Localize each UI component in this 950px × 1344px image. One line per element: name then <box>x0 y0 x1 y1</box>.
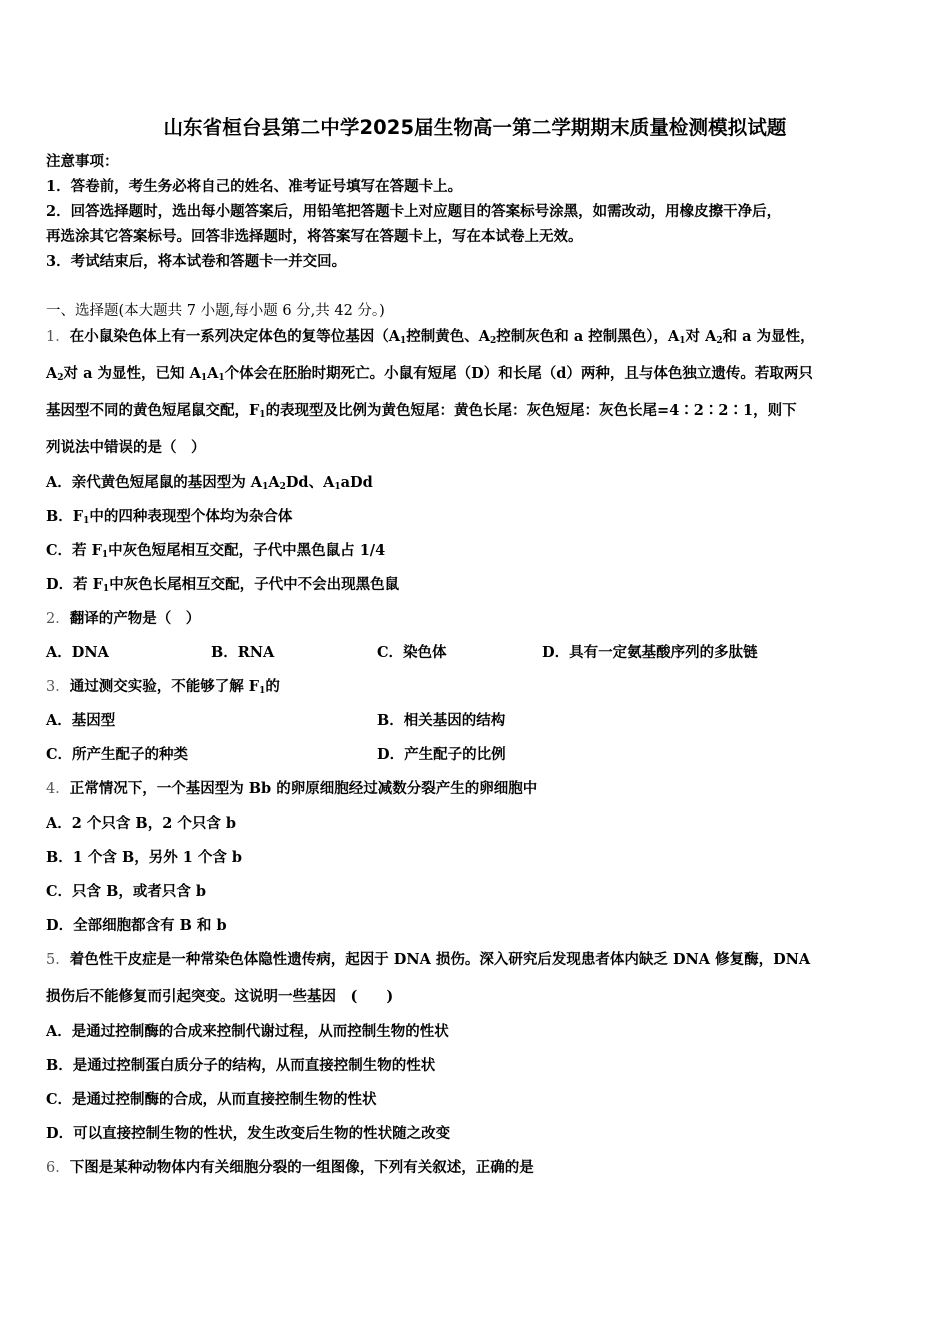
q2-option-c: C．染色体 <box>377 644 447 661</box>
subscript: 2 <box>57 373 64 383</box>
subscript: 1 <box>101 550 109 560</box>
notice-item: 再选涂其它答案标号。回答非选择题时，将答案写在答题卡上，写在本试卷上无效。 <box>46 228 583 245</box>
subscript: 1 <box>200 373 208 383</box>
rich-text: 通过测交实验，不能够了解 $F_1$的 <box>69 678 280 696</box>
q3-option-a: A．基因型 <box>46 712 116 729</box>
notice-item: 1．答卷前，考生务必将自己的姓名、准考证号填写在答题卡上。 <box>46 178 463 195</box>
q5-option-a: A．是通过控制酶的合成来控制代谢过程，从而控制生物的性状 <box>46 1023 449 1040</box>
subscript: 1 <box>399 336 407 346</box>
q5-stem-line <box>46 950 810 970</box>
question-number: 5． <box>46 952 70 968</box>
q4-stem-text: 正常情况下，一个基因型为 Bb 的卵原细胞经过减数分裂产生的卵细胞中 <box>69 780 538 797</box>
rich-text: B．$F_1$中的四种表现型个体均为杂合体 <box>46 508 293 526</box>
q4-option-a: A．2 个只含 B，2 个只含 b <box>46 815 237 832</box>
q1-option-b <box>46 507 292 527</box>
subscript: 1 <box>262 482 269 492</box>
question-number: 1． <box>46 329 70 345</box>
q1-option-a <box>46 473 373 493</box>
subscript: 2 <box>279 482 286 492</box>
rich-text: $A_2$对 a 为显性，已知 $A_1A_1$个体会在胚胎时期死亡。小鼠有短尾（D）和长尾（d）两种，且与体色独立遗传。若取两只 <box>46 365 813 383</box>
question-number: 4． <box>46 781 70 797</box>
rich-text: 基因型不同的黄色短尾鼠交配，$F_1$的表现型及比例为黄色短尾：黄色长尾：灰色短尾：灰色长尾=4∶2∶2∶1，则下 <box>46 402 797 420</box>
q4-option-c: C．只含 B，或者只含 b <box>46 883 207 900</box>
q3-option-b: B．相关基因的结构 <box>377 712 506 729</box>
q1-option-d <box>46 575 399 595</box>
rich-text: A．亲代黄色短尾鼠的基因型为 $A_1A_2Dd$、$A_1aDd$ <box>46 474 373 492</box>
q5-option-d: D．可以直接控制生物的性状，发生改变后生物的性状随之改变 <box>46 1125 451 1142</box>
section-heading: 一、选择题(本大题共 7 小题,每小题 6 分,共 42 分。) <box>46 303 385 319</box>
q4-option-b: B．1 个含 B，另外 1 个含 b <box>46 849 243 866</box>
q5-stem-line: 损伤后不能修复而引起突变。这说明一些基因 ( ) <box>46 988 394 1005</box>
q3-option-c: C．所产生配子的种类 <box>46 746 189 763</box>
notice-item: 3．考试结束后，将本试卷和答题卡一并交回。 <box>46 253 347 270</box>
subscript: 1 <box>259 686 266 696</box>
rich-text: D．若 $F_1$中灰色长尾相互交配，子代中不会出现黑色鼠 <box>46 576 400 594</box>
rich-text: 列说法中错误的是（ ） <box>46 439 206 456</box>
subscript: 1 <box>259 410 266 420</box>
q2-option-a: A．DNA <box>46 644 109 661</box>
subscript: 2 <box>716 336 723 346</box>
subscript: 2 <box>490 336 497 346</box>
q6-stem <box>46 1158 534 1178</box>
question-number: 3． <box>46 679 70 695</box>
q5-option-b: B．是通过控制蛋白质分子的结构，从而直接控制生物的性状 <box>46 1057 436 1074</box>
q1-stem-line <box>46 401 797 421</box>
q4-option-d: D．全部细胞都含有 B 和 b <box>46 917 227 934</box>
subscript: 1 <box>334 482 341 492</box>
rich-text: C．若 $F_1$中灰色短尾相互交配，子代中黑色鼠占 1/4 <box>46 542 386 560</box>
q5-option-c: C．是通过控制酶的合成，从而直接控制生物的性状 <box>46 1091 377 1108</box>
q3-option-d: D．产生配子的比例 <box>377 746 506 763</box>
q2-stem <box>46 609 200 629</box>
q2-option-b: B．RNA <box>211 644 275 661</box>
subscript: 1 <box>218 373 225 383</box>
q2-stem-text: 翻译的产物是（ ） <box>69 610 201 627</box>
q2-option-d: D．具有一定氨基酸序列的多肽链 <box>542 644 758 661</box>
q1-stem-line <box>46 327 815 347</box>
question-number: 2． <box>46 611 70 627</box>
subscript: 1 <box>83 516 90 526</box>
q5-stem-text: 着色性干皮症是一种常染色体隐性遗传病，起因于 DNA 损伤。深入研究后发现患者体内缺乏 DNA 修复酶，DNA <box>69 951 811 968</box>
notice-item: 2．回答选择题时，选出每小题答案后，用铅笔把答题卡上对应题目的答案标号涂黑，如需改动，用橡皮擦干净后， <box>46 203 782 220</box>
q4-stem <box>46 779 537 799</box>
question-number: 6． <box>46 1160 70 1176</box>
rich-text: 在小鼠染色体上有一系列决定体色的复等位基因（$A_1$控制黄色、$A_2$控制灰色和 a 控制黑色），$A_1$对 $A_2$和 a 为显性， <box>69 328 815 346</box>
q3-stem <box>46 677 280 697</box>
notice-heading: 注意事项： <box>46 153 119 170</box>
q1-option-c <box>46 541 385 561</box>
exam-title: 山东省桓台县第二中学2025届生物高一第二学期期末质量检测模拟试题 <box>163 116 787 139</box>
subscript: 1 <box>102 584 110 594</box>
subscript: 1 <box>679 336 686 346</box>
q1-stem-line <box>46 438 206 458</box>
q1-stem-line <box>46 364 813 384</box>
q6-stem-text: 下图是某种动物体内有关细胞分裂的一组图像，下列有关叙述，正确的是 <box>69 1159 534 1176</box>
